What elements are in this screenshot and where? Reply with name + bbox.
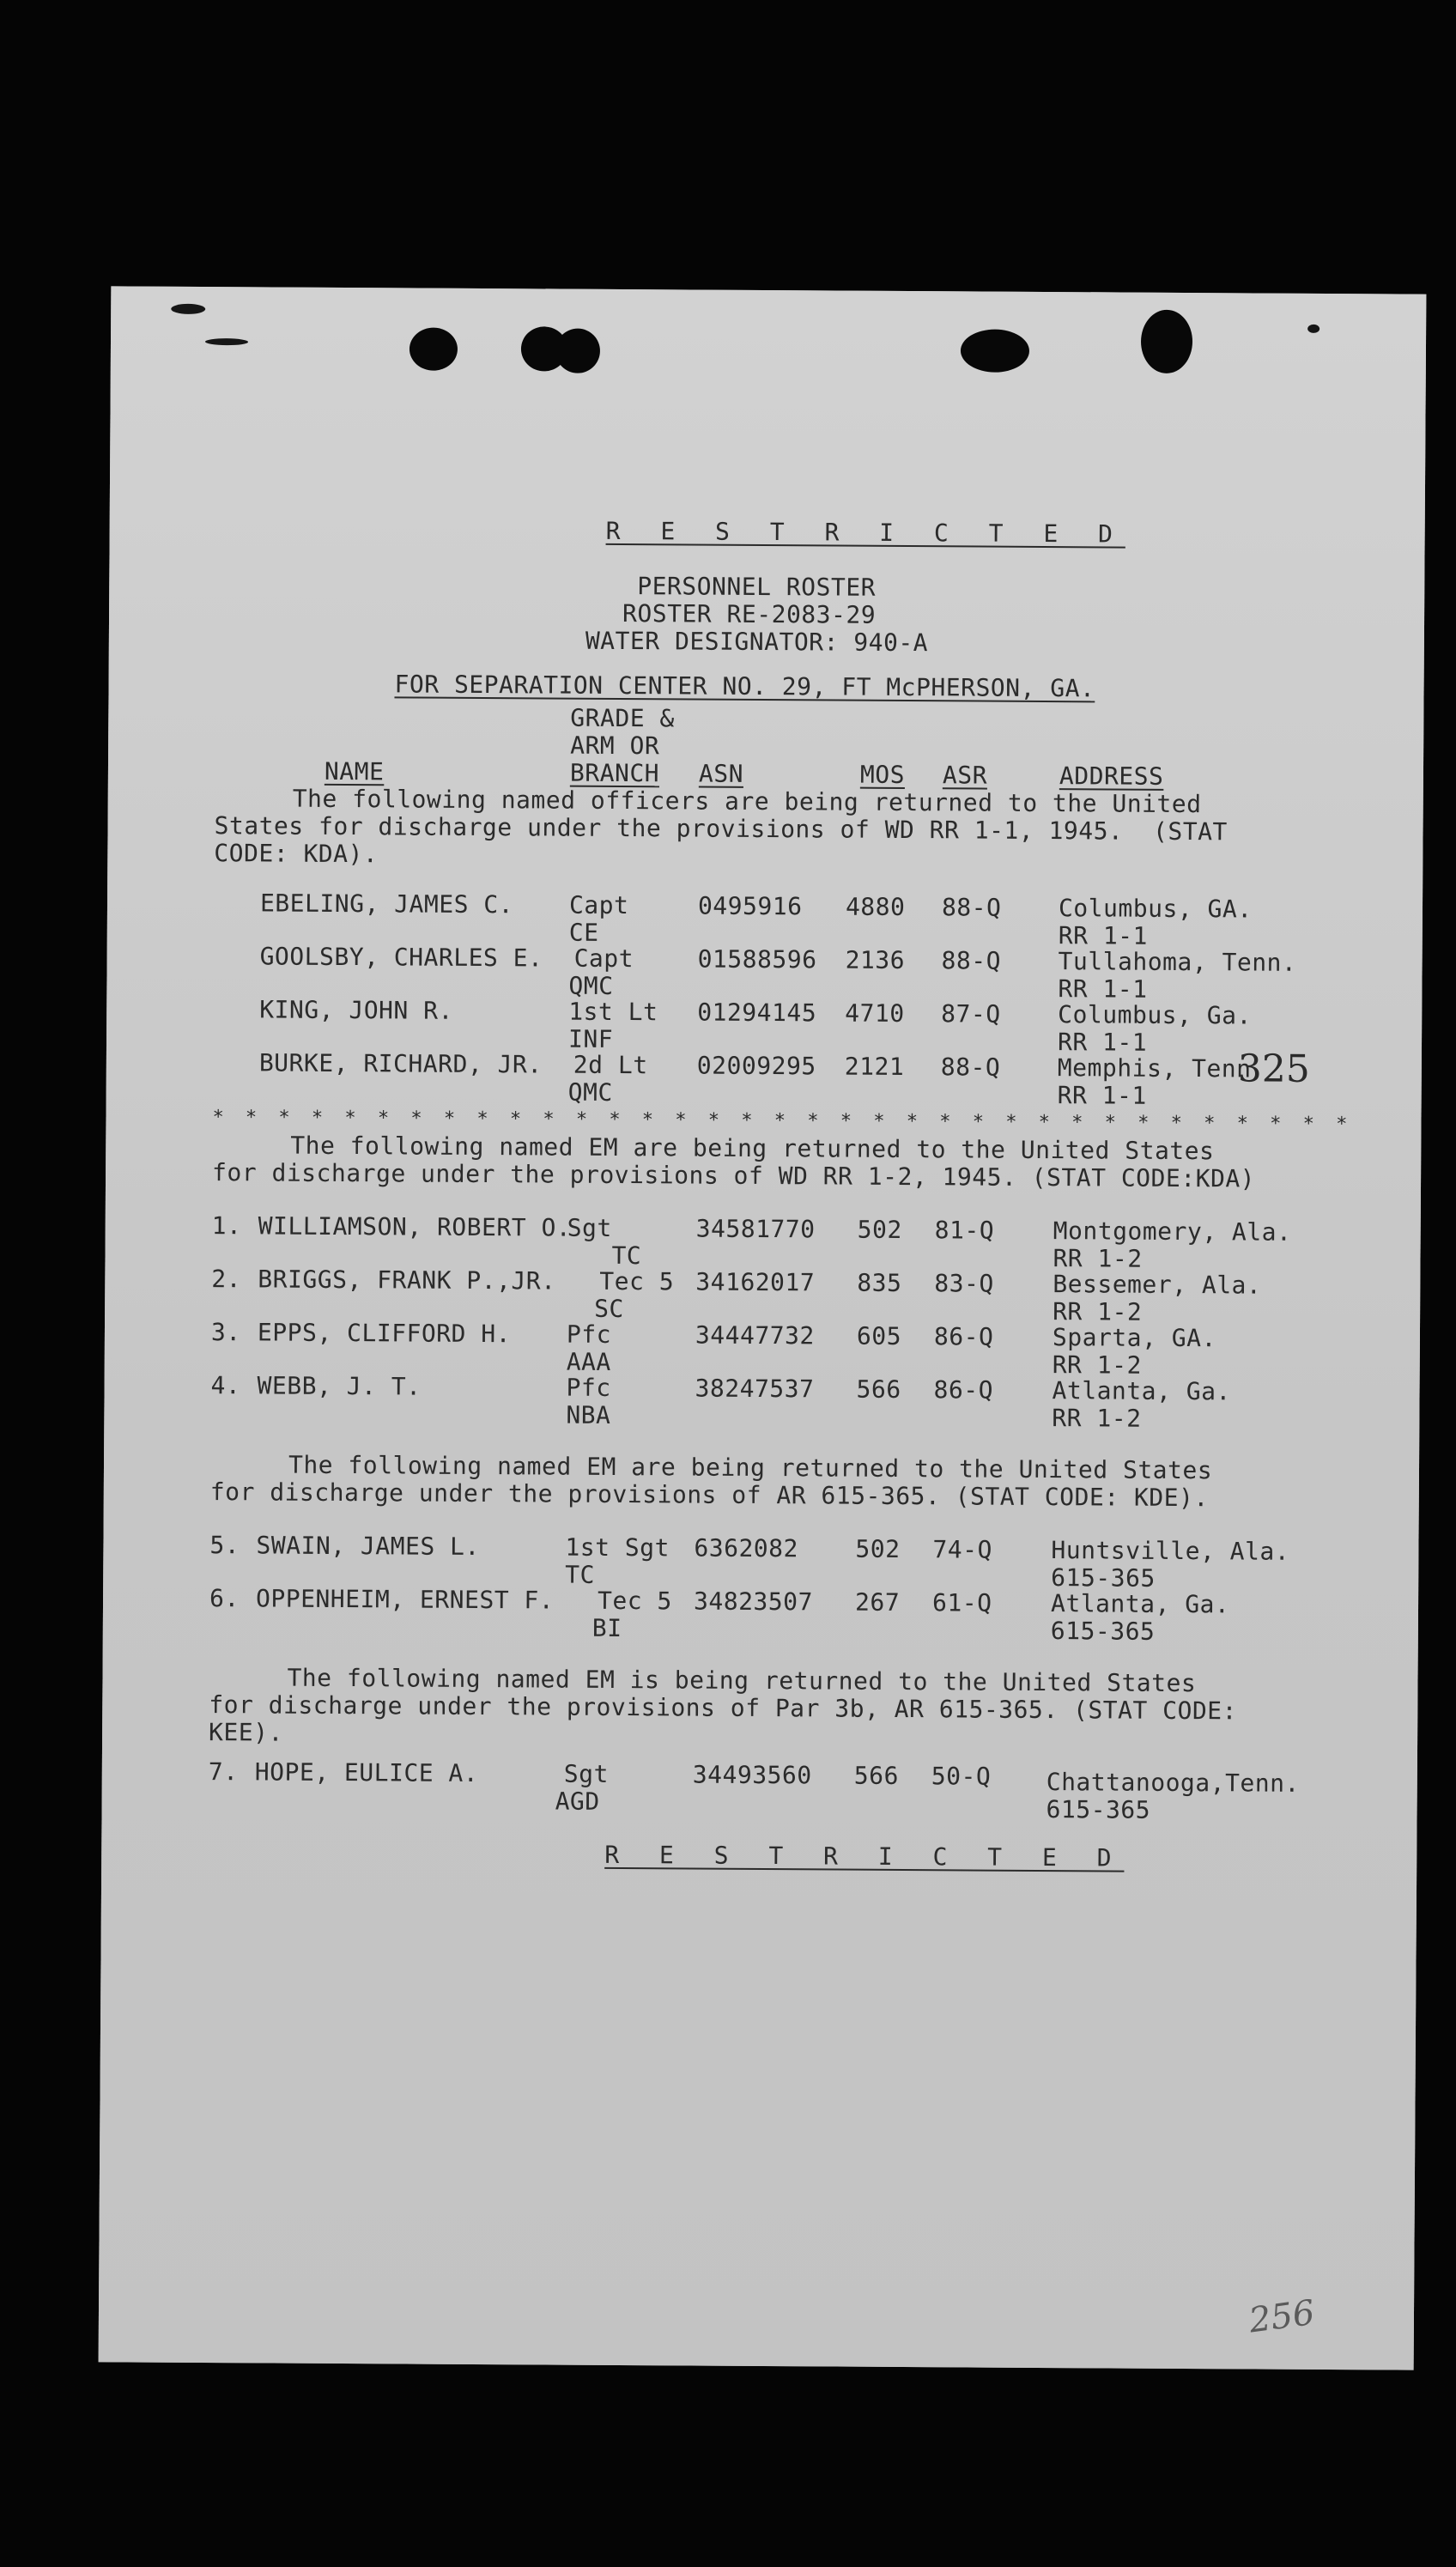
column-grade-line3: BRANCH bbox=[569, 758, 660, 788]
row-number: 4. bbox=[210, 1371, 241, 1400]
person-branch: TC bbox=[565, 1560, 596, 1589]
person-asn: 01588596 bbox=[697, 944, 817, 974]
person-asr: 88-Q bbox=[940, 1053, 1001, 1082]
person-grade: Capt bbox=[573, 944, 634, 974]
person-authority: RR 1-1 bbox=[1058, 921, 1149, 950]
person-name: EPPS, CLIFFORD H. bbox=[257, 1318, 512, 1349]
punch-hole bbox=[555, 329, 600, 373]
person-mos: 566 bbox=[853, 1761, 899, 1790]
person-authority: 615-365 bbox=[1051, 1563, 1156, 1593]
row-number: 7. bbox=[208, 1757, 239, 1787]
person-asn: 01294145 bbox=[697, 998, 817, 1028]
em-group2-intro: for discharge under the provisions of AR 615-365. (STAT CODE: KDE). bbox=[209, 1478, 1209, 1513]
person-mos: 267 bbox=[854, 1587, 901, 1617]
paper-speck bbox=[1307, 325, 1320, 333]
person-mos: 502 bbox=[857, 1215, 902, 1244]
person-grade: 1st Lt bbox=[568, 997, 658, 1027]
document-page bbox=[99, 286, 1427, 2370]
person-branch: AGD bbox=[555, 1787, 600, 1816]
person-name: BRIGGS, FRANK P.,JR. bbox=[258, 1265, 556, 1296]
person-asr: 87-Q bbox=[941, 999, 1001, 1029]
person-branch: TC bbox=[611, 1241, 642, 1271]
document-title: PERSONNEL ROSTER bbox=[637, 572, 877, 602]
punch-hole bbox=[410, 327, 458, 370]
person-branch: NBA bbox=[566, 1400, 611, 1429]
em-group3-intro: The following named EM is being returned to the United States bbox=[287, 1663, 1197, 1698]
person-branch: SC bbox=[594, 1294, 624, 1324]
person-mos: 4710 bbox=[845, 998, 905, 1029]
person-mos: 605 bbox=[856, 1321, 902, 1350]
person-authority: RR 1-1 bbox=[1057, 1028, 1148, 1057]
column-grade-line1: GRADE & bbox=[570, 703, 675, 733]
person-asr: 83-Q bbox=[934, 1269, 994, 1298]
person-mos: 2121 bbox=[844, 1052, 905, 1082]
person-asn: 34447732 bbox=[695, 1320, 815, 1350]
paper-speck bbox=[205, 338, 248, 345]
row-number: 2. bbox=[211, 1265, 242, 1294]
water-designator: WATER DESIGNATOR: 940-A bbox=[585, 626, 929, 658]
row-number: 1. bbox=[211, 1211, 242, 1241]
person-authority: RR 1-2 bbox=[1053, 1244, 1143, 1273]
em-group3-intro: for discharge under the provisions of Par 3b, AR 615-365. (STAT CODE: bbox=[209, 1690, 1238, 1726]
destination-line: FOR SEPARATION CENTER NO. 29, FT McPHERSON, GA. bbox=[394, 670, 1095, 703]
officers-intro: The following named officers are being returned to the United bbox=[292, 784, 1202, 819]
person-asr: 50-Q bbox=[931, 1762, 992, 1791]
person-branch: INF bbox=[567, 1024, 614, 1053]
column-address: ADDRESS bbox=[1059, 762, 1164, 791]
person-branch: QMC bbox=[567, 1077, 613, 1107]
person-branch: AAA bbox=[566, 1347, 611, 1376]
person-address: Columbus, GA. bbox=[1058, 894, 1253, 924]
person-address: Sparta, GA. bbox=[1052, 1323, 1216, 1353]
punch-hole bbox=[961, 329, 1029, 372]
person-branch: CE bbox=[568, 918, 599, 947]
person-grade: Sgt bbox=[563, 1759, 610, 1788]
column-name: NAME bbox=[324, 756, 385, 786]
person-name: WEBB, J. T. bbox=[257, 1371, 422, 1401]
person-name: HOPE, EULICE A. bbox=[254, 1757, 479, 1787]
row-number: 3. bbox=[210, 1318, 241, 1347]
column-asn: ASN bbox=[698, 759, 744, 788]
person-grade: Capt bbox=[568, 890, 629, 920]
row-number: 5. bbox=[209, 1531, 240, 1560]
person-asr: 81-Q bbox=[934, 1216, 995, 1245]
person-address: Columbus, Ga. bbox=[1058, 1000, 1252, 1030]
column-asr: ASR bbox=[942, 761, 988, 790]
person-branch: QMC bbox=[568, 971, 614, 1000]
person-address: Chattanooga,Tenn. bbox=[1046, 1768, 1300, 1798]
person-name: BURKE, RICHARD, JR. bbox=[258, 1048, 543, 1079]
person-grade: Pfc bbox=[566, 1373, 611, 1402]
person-name: SWAIN, JAMES L. bbox=[256, 1531, 480, 1561]
person-asr: 88-Q bbox=[941, 946, 1002, 975]
person-mos: 566 bbox=[856, 1375, 901, 1404]
person-authority: RR 1-2 bbox=[1053, 1297, 1143, 1326]
person-asr: 88-Q bbox=[941, 893, 1002, 922]
row-number: 6. bbox=[209, 1584, 240, 1613]
person-grade: Pfc bbox=[566, 1320, 612, 1349]
person-asn: 02009295 bbox=[696, 1051, 816, 1081]
person-asn: 34162017 bbox=[695, 1267, 816, 1297]
person-name: WILLIAMSON, ROBERT O. bbox=[258, 1211, 572, 1242]
restricted-footer: R E S T R I C T E D bbox=[604, 1840, 1125, 1872]
asterisk-separator: * * * * * * * * * * * * * * * * * * * * * * * * * * * * * * * * * * * bbox=[212, 1107, 1353, 1136]
person-asr: 86-Q bbox=[933, 1322, 994, 1351]
person-mos: 835 bbox=[857, 1268, 902, 1297]
column-grade-line2: ARM OR bbox=[570, 731, 660, 761]
person-grade: 2d Lt bbox=[573, 1050, 648, 1080]
stamped-number: 325 bbox=[1237, 1047, 1310, 1091]
restricted-header: R E S T R I C T E D bbox=[605, 516, 1126, 549]
person-grade: Tec 5 bbox=[599, 1266, 675, 1296]
person-name: KING, JOHN R. bbox=[259, 995, 454, 1025]
roster-number: ROSTER RE-2083-29 bbox=[622, 598, 877, 629]
person-name: EBELING, JAMES C. bbox=[259, 889, 514, 919]
person-asn: 34581770 bbox=[695, 1214, 816, 1244]
person-address: Atlanta, Ga. bbox=[1050, 1589, 1230, 1619]
person-address: Montgomery, Ala. bbox=[1053, 1217, 1292, 1247]
em-group1-intro: The following named EM are being returned to the United States bbox=[290, 1131, 1215, 1166]
em-group2-intro: The following named EM are being returned to the United States bbox=[288, 1450, 1213, 1485]
person-asn: 6362082 bbox=[694, 1533, 799, 1563]
person-mos: 502 bbox=[855, 1534, 901, 1563]
em-group3-intro: KEE). bbox=[209, 1718, 284, 1747]
person-name: GOOLSBY, CHARLES E. bbox=[259, 942, 543, 973]
person-asr: 61-Q bbox=[931, 1588, 992, 1617]
person-address: Memphis, Tenn bbox=[1057, 1053, 1252, 1083]
person-asn: 34823507 bbox=[693, 1587, 814, 1617]
person-address: Atlanta, Ga. bbox=[1052, 1376, 1231, 1406]
person-asn: 38247537 bbox=[695, 1374, 815, 1404]
person-asr: 74-Q bbox=[932, 1535, 992, 1564]
officers-intro: States for discharge under the provisions of WD RR 1-1, 1945. (STAT bbox=[214, 811, 1228, 847]
person-grade: Sgt bbox=[567, 1213, 612, 1242]
person-authority: RR 1-1 bbox=[1057, 1081, 1147, 1110]
punch-hole bbox=[1141, 310, 1192, 373]
person-grade: 1st Sgt bbox=[565, 1532, 670, 1563]
person-address: Bessemer, Ala. bbox=[1053, 1270, 1262, 1300]
person-authority: RR 1-2 bbox=[1052, 1404, 1142, 1433]
person-asn: 34493560 bbox=[692, 1760, 812, 1790]
person-asr: 86-Q bbox=[933, 1375, 994, 1405]
person-grade: Tec 5 bbox=[597, 1586, 672, 1616]
person-name: OPPENHEIM, ERNEST F. bbox=[255, 1584, 555, 1615]
person-authority: RR 1-2 bbox=[1052, 1350, 1143, 1380]
person-branch: BI bbox=[592, 1613, 622, 1643]
person-address: Huntsville, Ala. bbox=[1051, 1536, 1290, 1566]
handwritten-page-number: 256 bbox=[1247, 2292, 1318, 2341]
em-group1-intro: for discharge under the provisions of WD RR 1-2, 1945. (STAT CODE:KDA) bbox=[211, 1158, 1256, 1193]
person-authority: RR 1-1 bbox=[1058, 974, 1148, 1004]
person-mos: 4880 bbox=[845, 892, 906, 922]
person-authority: 615-365 bbox=[1050, 1617, 1156, 1646]
person-asn: 0495916 bbox=[697, 891, 803, 921]
person-authority: 615-365 bbox=[1046, 1795, 1151, 1824]
person-address: Tullahoma, Tenn. bbox=[1058, 947, 1297, 977]
person-mos: 2136 bbox=[845, 945, 906, 975]
officers-intro: CODE: KDA). bbox=[214, 839, 379, 869]
paper-speck bbox=[171, 304, 205, 314]
column-mos: MOS bbox=[859, 760, 906, 790]
